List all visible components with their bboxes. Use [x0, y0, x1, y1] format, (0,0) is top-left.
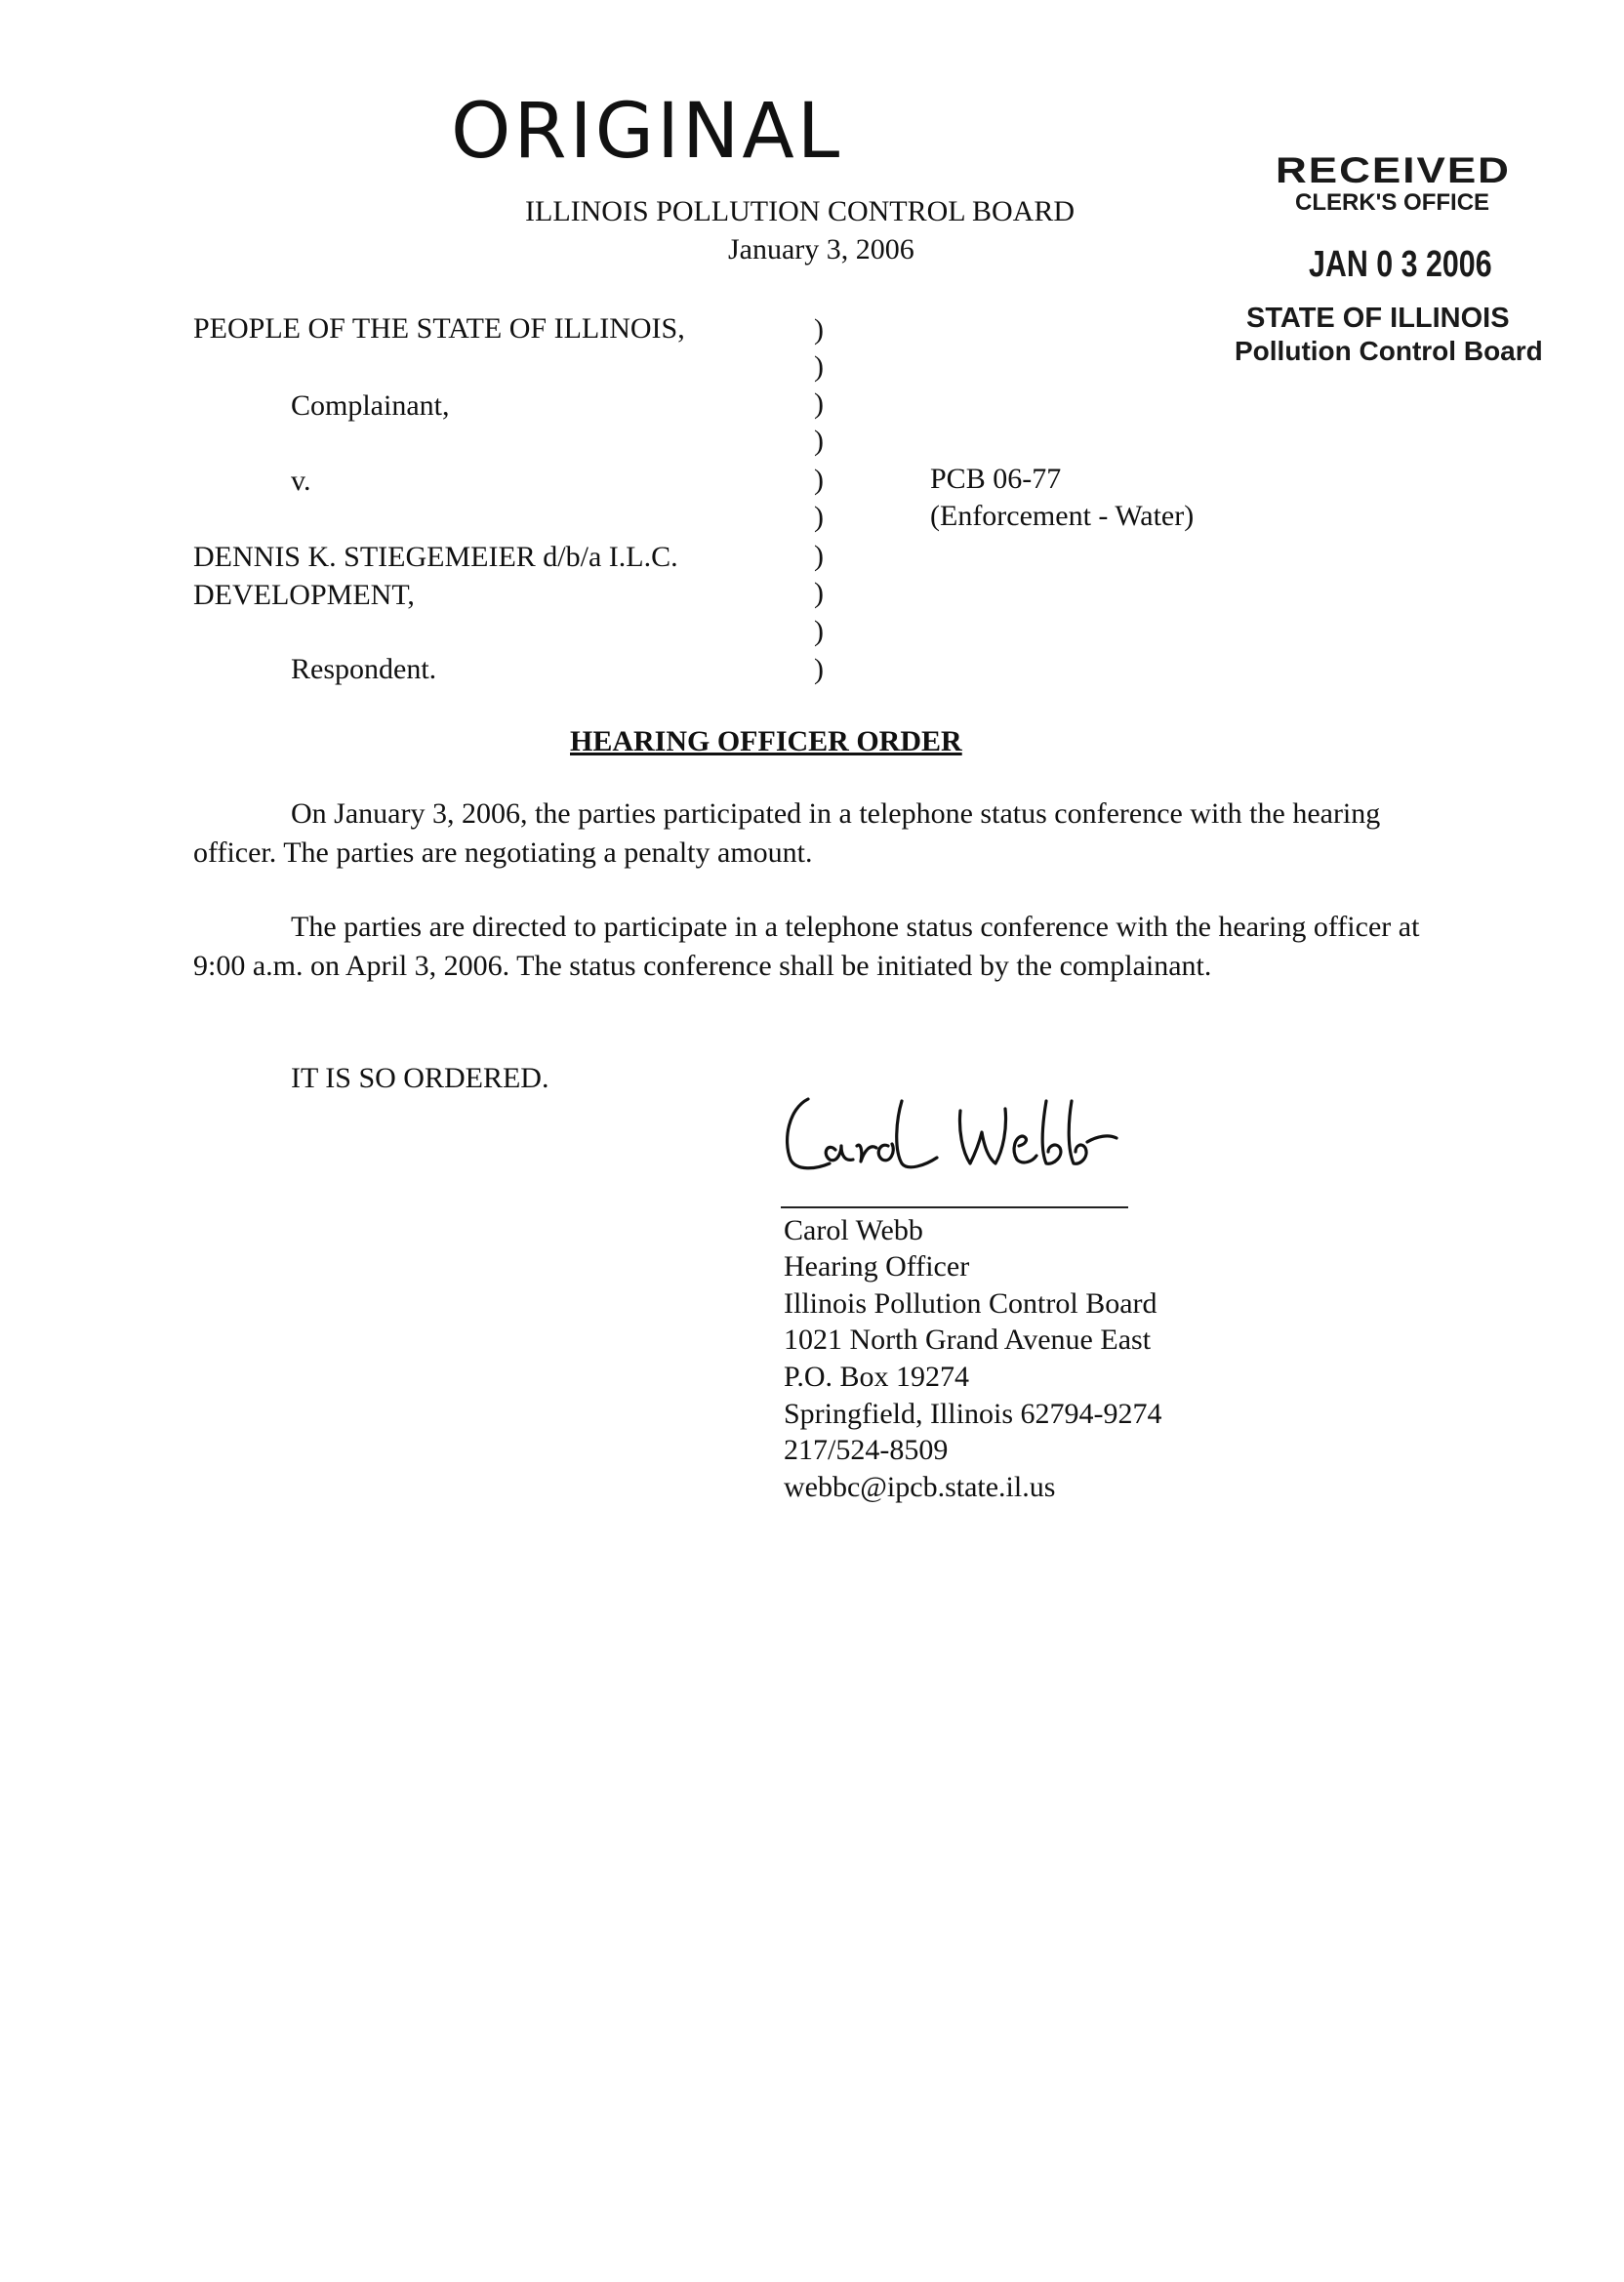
caption-plaintiff-role: Complainant, [291, 389, 450, 422]
case-type: (Enforcement - Water) [930, 500, 1195, 532]
stamp-date: JAN 0 3 2006 [1309, 244, 1492, 285]
signer-title: Hearing Officer [784, 1250, 970, 1283]
caption-paren: ) [814, 577, 824, 609]
caption-defendant-role: Respondent. [291, 653, 437, 685]
order-paragraph-1: On January 3, 2006, the parties participated in a telephone status conference with the hearing officer. The parties are negotiating a penalty amount. [193, 797, 1381, 869]
original-mark: ORIGINAL [451, 88, 843, 176]
caption-plaintiff: PEOPLE OF THE STATE OF ILLINOIS, [193, 312, 685, 345]
stamp-clerk-office: CLERK'S OFFICE [1295, 189, 1490, 216]
signer-address-2: P.O. Box 19274 [784, 1361, 970, 1393]
handwritten-signature [779, 1081, 1130, 1179]
received-stamp [1225, 146, 1557, 381]
caption-paren: ) [814, 313, 824, 346]
board-name: ILLINOIS POLLUTION CONTROL BOARD [525, 195, 1076, 227]
signer-name: Carol Webb [784, 1214, 923, 1246]
caption-paren: ) [814, 501, 824, 533]
caption-paren: ) [814, 653, 824, 685]
signer-organization: Illinois Pollution Control Board [784, 1287, 1157, 1320]
signer-address-1: 1021 North Grand Avenue East [784, 1324, 1152, 1356]
order-title: HEARING OFFICER ORDER [570, 725, 962, 757]
stamp-board: Pollution Control Board [1235, 336, 1543, 366]
signer-phone: 217/524-8509 [784, 1434, 949, 1466]
caption-paren: ) [814, 350, 824, 383]
case-number: PCB 06-77 [930, 463, 1062, 495]
order-paragraph-2: The parties are directed to participate in a telephone status conference with the hearing officer at 9:00 a.m. on April 3, 2006. The status conference shall be initiated by the complainant. [193, 911, 1420, 982]
caption-paren: ) [814, 615, 824, 647]
caption-paren: ) [814, 540, 824, 572]
order-date: January 3, 2006 [728, 233, 914, 265]
signer-email: webbc@ipcb.state.il.us [784, 1471, 1056, 1503]
caption-defendant-line2: DEVELOPMENT, [193, 579, 415, 611]
caption-paren: ) [814, 387, 824, 420]
signer-city: Springfield, Illinois 62794-9274 [784, 1398, 1162, 1430]
stamp-received: RECEIVED [1276, 149, 1511, 191]
caption-paren: ) [814, 425, 824, 457]
caption-defendant-line1: DENNIS K. STIEGEMEIER d/b/a I.L.C. [193, 541, 678, 573]
caption-paren: ) [814, 464, 824, 496]
order-closing: IT IS SO ORDERED. [291, 1062, 549, 1094]
signature-line [781, 1206, 1128, 1208]
stamp-state: STATE OF ILLINOIS [1246, 303, 1510, 334]
caption-versus: v. [291, 465, 311, 497]
